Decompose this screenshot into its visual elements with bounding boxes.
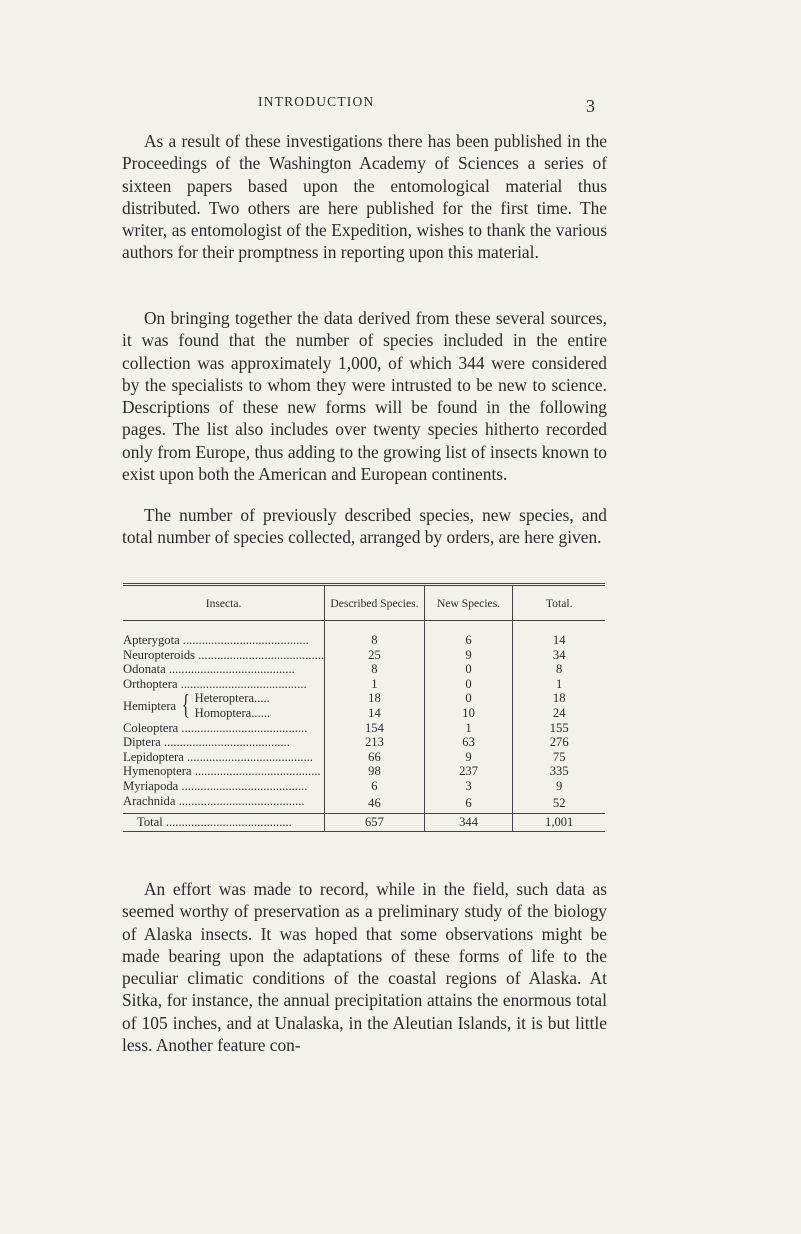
table-row — [123, 721, 605, 736]
table-row — [123, 621, 605, 648]
new-cell: 0 — [424, 662, 513, 677]
table-row — [123, 677, 605, 692]
described-cell: 18 — [325, 691, 425, 706]
new-cell: 6 — [424, 794, 513, 814]
described-cell: 66 — [325, 750, 425, 765]
header-total: Total. — [513, 586, 605, 621]
new-cell: 3 — [424, 779, 513, 794]
running-head: INTRODUCTION — [258, 94, 375, 109]
hemiptera-label: Hemiptera — [123, 698, 177, 713]
total-described: 657 — [325, 814, 425, 832]
total-cell: 18 — [513, 691, 605, 706]
species-table — [123, 583, 605, 832]
described-cell: 14 — [325, 706, 425, 721]
order-name: Homoptera — [194, 705, 252, 720]
order-name: Lepidoptera — [123, 749, 184, 764]
total-cell: 9 — [513, 779, 605, 794]
new-cell: 9 — [424, 648, 513, 663]
table-header-row — [123, 586, 605, 621]
described-cell: 1 — [325, 677, 425, 692]
total-cell: 8 — [513, 662, 605, 677]
header-insecta: Insecta. — [123, 586, 325, 621]
new-cell: 9 — [424, 750, 513, 765]
paragraph-1: As a result of these investigations there has been published in the Proceedings of the Washington Academy of Sciences a series of sixteen papers based upon the entomological material thus distributed. Two others are here published for the first time. The writer, as entomologist of the Expedition, wishes to thank the various authors for their promptness in reporting upon this material. — [122, 131, 607, 263]
described-cell: 8 — [325, 621, 425, 648]
order-name: Heteroptera — [194, 691, 255, 706]
total-cell: 52 — [513, 794, 605, 814]
table-row — [123, 648, 605, 663]
total-label: Total — [137, 815, 163, 830]
total-cell: 1 — [513, 677, 605, 692]
paragraph-2: On bringing together the data derived from these several sources, it was found that the number of species included in the entire collection was approximately 1,000, of which 344 were considered by the specialists to whom they were intrusted to be new to science. Descriptions of these new forms will be found in the following pages. The list also includes over twenty species hitherto recorded only from Europe, thus adding to the growing list of insects known to exist upon both the American and European continents. — [122, 308, 607, 485]
described-cell: 6 — [325, 779, 425, 794]
total-cell: 155 — [513, 721, 605, 736]
described-cell: 46 — [325, 794, 425, 814]
new-cell: 10 — [424, 706, 513, 721]
new-cell: 1 — [424, 721, 513, 736]
order-name: Odonata — [123, 662, 166, 677]
order-name: Orthoptera — [123, 676, 178, 691]
header-new: New Species. — [424, 586, 513, 621]
total-row — [123, 814, 605, 832]
described-cell: 98 — [325, 764, 425, 779]
new-cell: 63 — [424, 735, 513, 750]
table-row — [123, 735, 605, 750]
order-name: Diptera — [123, 735, 161, 750]
header-described: Described Species. — [325, 586, 425, 621]
total-total: 1,001 — [513, 814, 605, 832]
paragraph-3: The number of previously described species, new species, and total number of species collected, arranged by orders, are here given. — [122, 505, 607, 548]
hemiptera-group: Hemiptera { Heteroptera..... Homoptera...... — [123, 691, 271, 721]
new-cell: 0 — [424, 677, 513, 692]
total-cell: 24 — [513, 706, 605, 721]
table-row — [123, 794, 605, 814]
total-cell: 335 — [513, 764, 605, 779]
page-number: 3 — [586, 96, 595, 116]
table-row — [123, 764, 605, 779]
new-cell: 237 — [424, 764, 513, 779]
new-cell: 0 — [424, 691, 513, 706]
total-new: 344 — [424, 814, 513, 832]
order-name: Arachnida — [123, 793, 176, 808]
order-name: Hymenoptera — [123, 764, 192, 779]
total-cell: 75 — [513, 750, 605, 765]
described-cell: 8 — [325, 662, 425, 677]
order-name: Coleoptera — [123, 720, 179, 735]
brace-glyph: { — [181, 691, 190, 721]
paragraph-4: An effort was made to record, while in the field, such data as seemed worthy of preservation as a preliminary study of the biology of Alaska insects. It was hoped that some observations might be made bearing upon the adaptations of these forms of life to the peculiar climatic conditions of the coastal regions of Alaska. At Sitka, for instance, the annual precipitation attains the enormous total of 105 inches, and at Unalaska, in the Aleutian Islands, it is but little less. Another feature con- — [122, 879, 607, 1056]
described-cell: 154 — [325, 721, 425, 736]
described-cell: 25 — [325, 648, 425, 663]
table-row — [123, 662, 605, 677]
order-name: Apterygota — [123, 633, 180, 647]
total-cell: 14 — [513, 621, 605, 648]
page-header — [0, 94, 801, 118]
table-row — [123, 750, 605, 765]
total-cell: 276 — [513, 735, 605, 750]
order-name: Neuropteroids — [123, 647, 196, 662]
described-cell: 213 — [325, 735, 425, 750]
order-name: Myriapoda — [123, 778, 179, 793]
table-row — [123, 691, 605, 706]
total-cell: 34 — [513, 648, 605, 663]
new-cell: 6 — [424, 621, 513, 648]
table-row — [123, 779, 605, 794]
